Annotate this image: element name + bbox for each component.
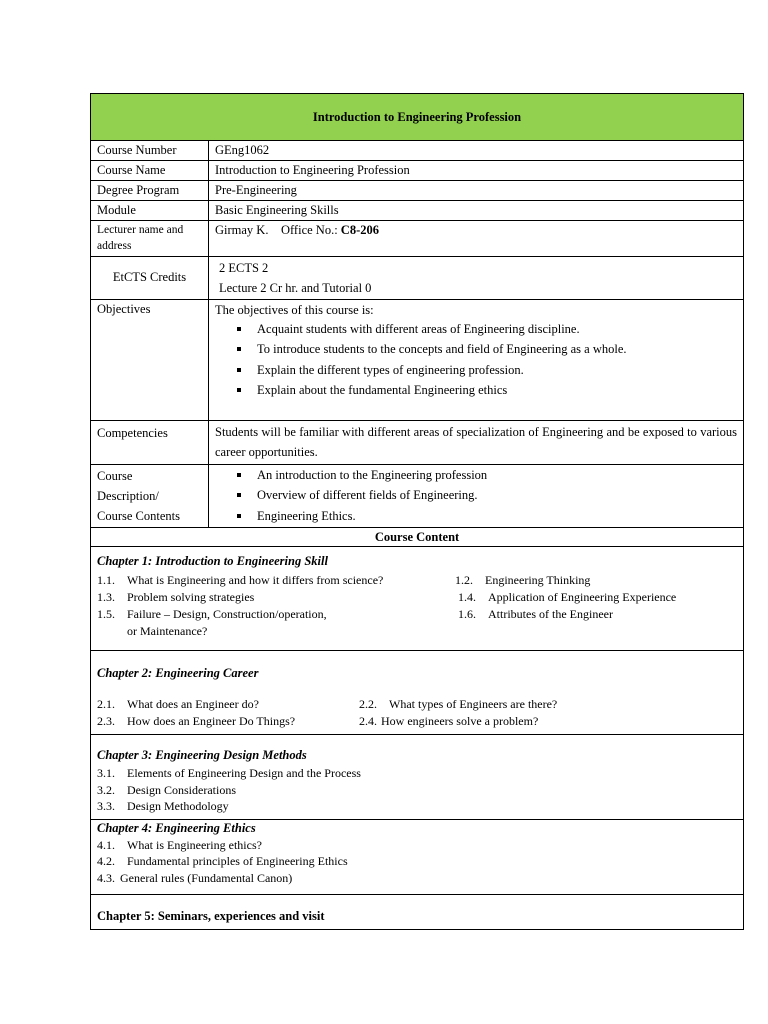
- description-row: [91, 464, 744, 528]
- objectives-row: [91, 299, 744, 420]
- item-text: Design Considerations: [127, 782, 236, 797]
- item-text: Engineering Thinking: [485, 573, 591, 588]
- objective-item: To introduce students to the concepts and field of Engineering as a whole.: [257, 339, 737, 360]
- item-text: General rules (Fundamental Canon): [120, 870, 293, 885]
- chapter-4-title: Chapter 4: Engineering Ethics: [97, 820, 256, 835]
- item-text: Failure – Design, Construction/operation,: [127, 607, 327, 622]
- item-text: How engineers solve a problem?: [381, 714, 539, 729]
- chapter-item: [97, 870, 737, 887]
- description-value: [209, 464, 744, 528]
- chapter-item: [458, 589, 676, 606]
- item-number: 1.2.: [455, 573, 473, 588]
- item-text: Elements of Engineering Design and the Process: [127, 766, 361, 781]
- description-item: Engineering Ethics.: [257, 506, 737, 527]
- objectives-list: [215, 319, 737, 401]
- credits-row: [91, 256, 744, 299]
- chapter-row: [97, 623, 737, 640]
- description-label-line: Course: [97, 468, 133, 483]
- item-text: What does an Engineer do?: [127, 697, 259, 712]
- chapter-3: [91, 735, 744, 819]
- chapter-item: [97, 782, 737, 799]
- credits-line-2: Lecture 2 Cr hr. and Tutorial 0: [219, 280, 372, 295]
- item-text: Application of Engineering Experience: [488, 590, 677, 605]
- competencies-label: Competencies: [91, 420, 209, 464]
- item-number: 4.1.: [97, 837, 115, 852]
- course-content-header-row: [91, 528, 744, 547]
- description-label-line: Description/: [97, 488, 159, 503]
- chapter-item-continuation: or Maintenance?: [127, 624, 208, 639]
- chapter-1-row: [91, 547, 744, 651]
- item-number: 1.4.: [458, 590, 476, 605]
- chapter-item: [97, 606, 327, 623]
- course-content-header: Course Content: [91, 528, 744, 547]
- item-text: Attributes of the Engineer: [488, 607, 613, 622]
- item-text: What is Engineering ethics?: [127, 837, 262, 852]
- item-number: 3.2.: [97, 782, 115, 797]
- description-label-line: Course Contents: [97, 508, 180, 523]
- credits-line-1: 2 ECTS 2: [219, 260, 269, 275]
- item-text: What is Engineering and how it differs from science?: [127, 573, 384, 588]
- module-label: Module: [91, 200, 209, 220]
- course-name-label: Course Name: [91, 160, 209, 180]
- objectives-intro: The objectives of this course is:: [215, 302, 374, 317]
- item-text: Design Methodology: [127, 799, 229, 814]
- description-list: [215, 465, 737, 527]
- item-number: 4.3.: [97, 870, 115, 885]
- course-number-row: [91, 141, 744, 161]
- item-number: 2.1.: [97, 697, 115, 712]
- chapter-item: [359, 713, 538, 730]
- chapter-4: [91, 819, 744, 894]
- item-number: 1.1.: [97, 573, 115, 588]
- lecturer-label: Lecturer name and address: [91, 220, 209, 256]
- chapter-5: [91, 894, 744, 929]
- item-number: 3.3.: [97, 799, 115, 814]
- lecturer-value: [209, 220, 744, 256]
- item-number: 3.1.: [97, 766, 115, 781]
- chapter-1: [91, 547, 744, 651]
- chapter-item: [455, 572, 590, 589]
- item-number: 2.3.: [97, 714, 115, 729]
- objectives-label: Objectives: [91, 299, 209, 420]
- degree-program-label: Degree Program: [91, 180, 209, 200]
- chapter-1-title: Chapter 1: Introduction to Engineering Skill: [97, 554, 328, 569]
- chapter-item: [97, 765, 737, 782]
- item-number: 2.2.: [359, 697, 377, 712]
- chapter-2-row: [91, 651, 744, 735]
- description-item: Overview of different fields of Engineering.: [257, 485, 737, 506]
- chapter-item: [97, 798, 737, 815]
- objectives-value: [209, 299, 744, 420]
- degree-program-value: Pre-Engineering: [209, 180, 744, 200]
- chapter-5-title: Chapter 5: Seminars, experiences and visit: [97, 908, 325, 923]
- chapter-2-title: Chapter 2: Engineering Career: [97, 666, 259, 681]
- chapter-item: [458, 606, 613, 623]
- item-text: How does an Engineer Do Things?: [127, 714, 296, 729]
- objective-item: Acquaint students with different areas of Engineering discipline.: [257, 319, 737, 340]
- course-number-label: Course Number: [91, 141, 209, 161]
- chapter-4-row: [91, 819, 744, 894]
- lecturer-name: Girmay K.: [215, 222, 269, 237]
- chapter-item: [97, 572, 383, 589]
- credits-label: EtCTS Credits: [91, 256, 209, 299]
- chapter-row: [97, 696, 737, 713]
- item-text: Problem solving strategies: [127, 590, 255, 605]
- item-number: 1.6.: [458, 607, 476, 622]
- objective-item: Explain about the fundamental Engineering ethics: [257, 380, 737, 401]
- item-number: 4.2.: [97, 854, 115, 869]
- chapter-item: [97, 837, 737, 854]
- office-number: C8-206: [340, 222, 379, 237]
- competencies-row: [91, 420, 744, 464]
- chapter-3-row: [91, 735, 744, 819]
- lecturer-row: [91, 220, 744, 256]
- course-name-row: [91, 160, 744, 180]
- course-syllabus-table: [90, 93, 744, 930]
- chapter-item: [97, 589, 254, 606]
- chapter-5-row: [91, 894, 744, 929]
- competencies-value: Students will be familiar with different areas of specialization of Engineering and be exposed to various career opportunities.: [209, 420, 744, 464]
- chapter-item: [97, 696, 259, 713]
- degree-program-row: [91, 180, 744, 200]
- chapter-3-title: Chapter 3: Engineering Design Methods: [97, 748, 307, 763]
- chapter-row: [97, 589, 737, 606]
- title-row: [91, 94, 744, 141]
- item-number: 2.4.: [359, 714, 377, 729]
- item-text: What types of Engineers are there?: [389, 697, 558, 712]
- course-name-value: Introduction to Engineering Profession: [209, 160, 744, 180]
- chapter-item: [97, 853, 737, 870]
- course-number-value: GEng1062: [209, 141, 744, 161]
- item-text: Fundamental principles of Engineering Ethics: [127, 854, 348, 869]
- description-label: [91, 464, 209, 528]
- chapter-2: [91, 651, 744, 735]
- chapter-row: [97, 713, 737, 730]
- chapter-row: [97, 606, 737, 623]
- chapter-item: [359, 696, 557, 713]
- chapter-item: [97, 713, 295, 730]
- chapter-row: [97, 572, 737, 589]
- description-item: An introduction to the Engineering profession: [257, 465, 737, 486]
- item-number: 1.3.: [97, 590, 115, 605]
- objective-item: Explain the different types of engineering profession.: [257, 360, 737, 381]
- credits-value: [209, 256, 744, 299]
- item-number: 1.5.: [97, 607, 115, 622]
- module-value: Basic Engineering Skills: [209, 200, 744, 220]
- module-row: [91, 200, 744, 220]
- course-title: Introduction to Engineering Profession: [91, 94, 744, 141]
- office-label: Office No.:: [280, 222, 338, 237]
